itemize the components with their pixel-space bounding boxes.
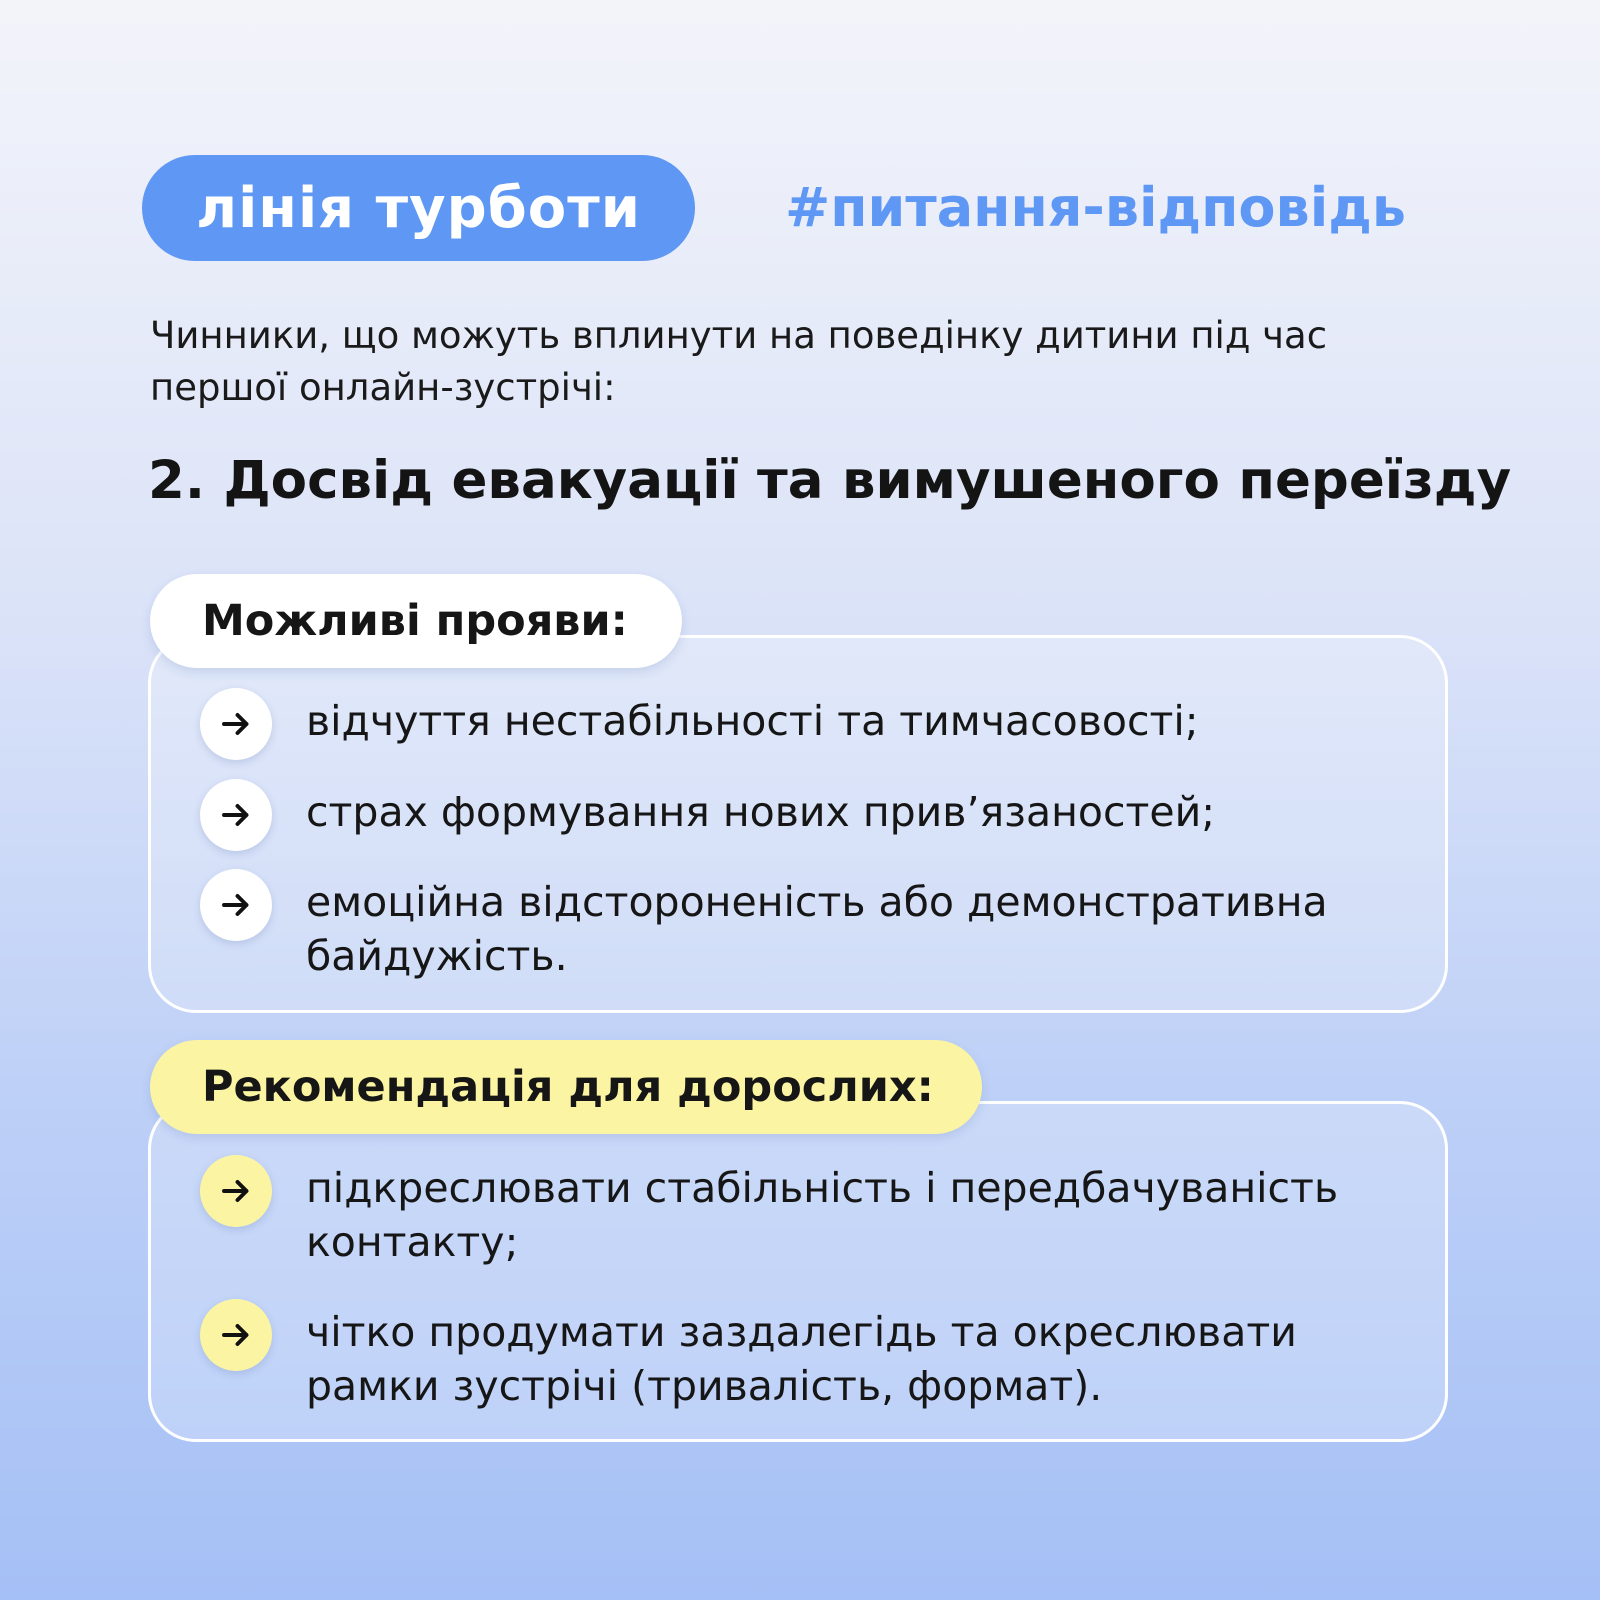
- section-heading: 2. Досвід евакуації та вимушеного переїзду: [148, 450, 1512, 511]
- manifestations-tab: [150, 574, 682, 668]
- arrow-right-icon: [200, 1155, 272, 1227]
- brand-pill-title: [142, 155, 695, 261]
- arrow-right-icon: [200, 869, 272, 941]
- recommendations-tab: [150, 1040, 982, 1134]
- list-item: [200, 869, 1420, 983]
- list-item: [200, 688, 1420, 760]
- arrow-right-icon: [200, 688, 272, 760]
- brand-title-text: лінія турботи: [196, 175, 641, 241]
- list-item-text: відчуття нестабільності та тимчасовості;: [306, 697, 1199, 745]
- list-item-text: емоційна відстороненість або демонстративна байдужість.: [306, 878, 1328, 980]
- recommendations-label: Рекомендація для дорослих:: [202, 1062, 934, 1112]
- arrow-right-icon: [200, 779, 272, 851]
- hashtag-label: #питання-відповідь: [785, 176, 1406, 239]
- list-item-text: страх формування нових прив’язаностей;: [306, 788, 1216, 836]
- list-item: [200, 1155, 1420, 1269]
- list-item: [200, 779, 1420, 851]
- list-item-text: чітко продумати заздалегідь та окреслювати рамки зустрічі (тривалість, формат).: [306, 1308, 1297, 1410]
- arrow-right-icon: [200, 1299, 272, 1371]
- manifestations-label: Можливі прояви:: [202, 596, 628, 646]
- list-item: [200, 1299, 1420, 1413]
- list-item-text: підкреслювати стабільність і передбачуваність контакту;: [306, 1164, 1339, 1266]
- intro-text: Чинники, що можуть вплинути на поведінку дитини під час першої онлайн-зустрічі:: [150, 314, 1328, 409]
